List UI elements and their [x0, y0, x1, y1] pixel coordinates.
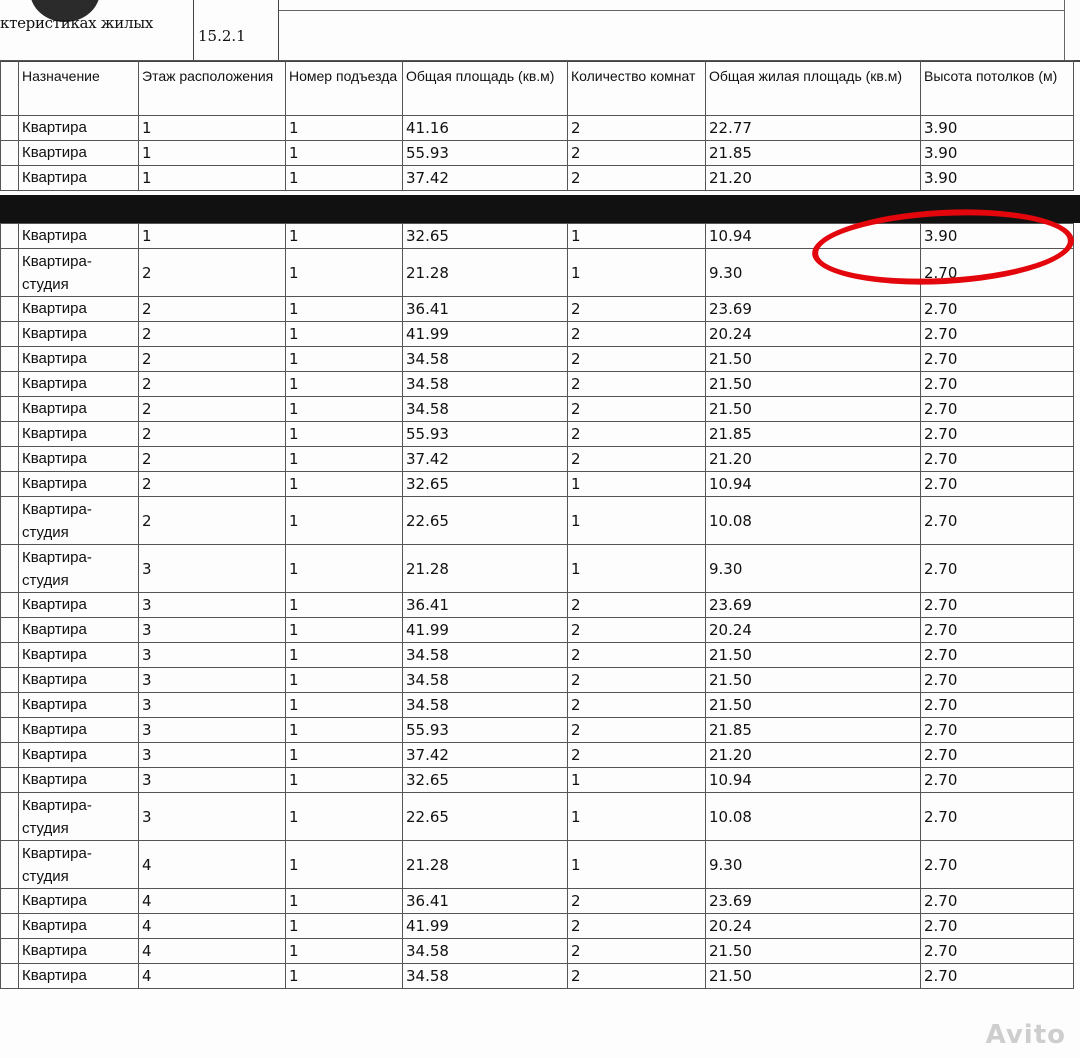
table-cell: 21.50: [706, 347, 921, 372]
table-row: [1, 472, 1074, 497]
table-cell: 1: [286, 472, 403, 497]
table-cell: 1: [286, 841, 403, 889]
table-cell: 1: [568, 472, 706, 497]
table-cell: 36.41: [403, 297, 568, 322]
table-cell: 2: [568, 447, 706, 472]
table-row: [1, 693, 1074, 718]
table-cell: 2.70: [921, 249, 1074, 297]
table-row: [1, 116, 1074, 141]
table-cell: 1: [286, 768, 403, 793]
table-cell: 2.70: [921, 889, 1074, 914]
table-cell: Квартира: [19, 889, 139, 914]
table-cell: 2.70: [921, 718, 1074, 743]
table-row: [1, 618, 1074, 643]
table-cell: 2.70: [921, 322, 1074, 347]
table-cell: 10.08: [706, 793, 921, 841]
table-cell: 4: [139, 939, 286, 964]
table-cell: Квартира: [19, 116, 139, 141]
table-cell: Квартира-студия: [19, 545, 139, 593]
table-cell: 2: [139, 322, 286, 347]
table-cell: Квартира: [19, 718, 139, 743]
table-cell: 1: [568, 768, 706, 793]
table-row: [1, 939, 1074, 964]
table-cell: Квартира-студия: [19, 497, 139, 545]
row-lead-cell: [1, 718, 19, 743]
row-lead-cell: [1, 116, 19, 141]
table-cell: 21.50: [706, 397, 921, 422]
table-cell: Квартира: [19, 618, 139, 643]
table-cell: 2: [568, 718, 706, 743]
table-cell: 3: [139, 643, 286, 668]
table-cell: 2: [568, 693, 706, 718]
table-cell: 2.70: [921, 422, 1074, 447]
row-lead-cell: [1, 372, 19, 397]
table-cell: 4: [139, 964, 286, 989]
table-row: [1, 743, 1074, 768]
table-cell: 1: [286, 422, 403, 447]
table-header-row: [1, 61, 1074, 116]
table-row: [1, 297, 1074, 322]
table-cell: Квартира: [19, 166, 139, 191]
row-lead-cell: [1, 297, 19, 322]
table-cell: 4: [139, 914, 286, 939]
table-row: [1, 841, 1074, 889]
table-cell: 2.70: [921, 743, 1074, 768]
row-lead-cell: [1, 61, 19, 116]
table-cell: 1: [286, 743, 403, 768]
table-cell: 36.41: [403, 889, 568, 914]
table-cell: 3: [139, 718, 286, 743]
table-cell: Квартира: [19, 447, 139, 472]
table-cell: 1: [286, 372, 403, 397]
table-cell: 34.58: [403, 347, 568, 372]
table-row: [1, 768, 1074, 793]
table-cell: 21.85: [706, 718, 921, 743]
row-lead-cell: [1, 768, 19, 793]
table-row: [1, 643, 1074, 668]
table-row: [1, 793, 1074, 841]
table-cell: 37.42: [403, 743, 568, 768]
table-cell: 1: [286, 297, 403, 322]
table-cell: 2.70: [921, 914, 1074, 939]
table-cell: 2.70: [921, 372, 1074, 397]
table-row: [1, 141, 1074, 166]
table-cell: 34.58: [403, 964, 568, 989]
table-cell: 2: [568, 643, 706, 668]
table-cell: 2: [139, 297, 286, 322]
table-cell: 41.16: [403, 116, 568, 141]
table-cell: 21.85: [706, 141, 921, 166]
table-cell: 2: [568, 939, 706, 964]
table-cell: 1: [568, 545, 706, 593]
table-cell: 55.93: [403, 422, 568, 447]
row-lead-cell: [1, 422, 19, 447]
table-cell: 1: [286, 545, 403, 593]
table-cell: Квартира-студия: [19, 249, 139, 297]
table-cell: 3: [139, 693, 286, 718]
table-cell: 23.69: [706, 593, 921, 618]
table-cell: 4: [139, 841, 286, 889]
table-cell: 3: [139, 545, 286, 593]
table-cell: 2.70: [921, 545, 1074, 593]
table-cell: 2: [568, 297, 706, 322]
table-cell: 2: [568, 116, 706, 141]
table-cell: 9.30: [706, 841, 921, 889]
table-cell: 2.70: [921, 793, 1074, 841]
table-cell: 10.94: [706, 224, 921, 249]
table-row: [1, 166, 1074, 191]
table-cell: Квартира: [19, 668, 139, 693]
table-cell: 2.70: [921, 841, 1074, 889]
row-lead-cell: [1, 618, 19, 643]
table-cell: 10.94: [706, 472, 921, 497]
table-cell: 4: [139, 889, 286, 914]
table-cell: 2: [568, 964, 706, 989]
table-cell: 3.90: [921, 166, 1074, 191]
table-cell: 2: [139, 372, 286, 397]
table-cell: 1: [568, 497, 706, 545]
table-cell: 1: [286, 224, 403, 249]
table-cell: 2.70: [921, 964, 1074, 989]
table-cell: 41.99: [403, 618, 568, 643]
table-cell: Квартира-студия: [19, 793, 139, 841]
table-cell: 21.28: [403, 841, 568, 889]
row-lead-cell: [1, 545, 19, 593]
avito-watermark: Avito: [985, 1020, 1066, 1050]
table-cell: 2: [568, 322, 706, 347]
table-row: [1, 914, 1074, 939]
table-cell: 21.50: [706, 643, 921, 668]
table-row: [1, 889, 1074, 914]
document-header-row: [0, 0, 1080, 62]
table-row: [1, 397, 1074, 422]
table-cell: 2.70: [921, 768, 1074, 793]
row-lead-cell: [1, 497, 19, 545]
table-row: [1, 668, 1074, 693]
table-cell: 41.99: [403, 322, 568, 347]
table-cell: 20.24: [706, 618, 921, 643]
column-header: Общая жилая площадь (кв.м): [706, 61, 921, 116]
row-lead-cell: [1, 668, 19, 693]
table-cell: 32.65: [403, 768, 568, 793]
table-cell: 1: [139, 224, 286, 249]
table-cell: 32.65: [403, 472, 568, 497]
table-cell: Квартира: [19, 643, 139, 668]
table-cell: 2: [568, 889, 706, 914]
table-cell: 36.41: [403, 593, 568, 618]
row-lead-cell: [1, 841, 19, 889]
table-cell: 21.85: [706, 422, 921, 447]
table-cell: 34.58: [403, 668, 568, 693]
table-cell: 2: [139, 447, 286, 472]
table-cell: 34.58: [403, 397, 568, 422]
table-cell: 55.93: [403, 141, 568, 166]
row-lead-cell: [1, 964, 19, 989]
table-cell: 2: [568, 668, 706, 693]
table-cell: 2: [568, 397, 706, 422]
column-header: Этаж расположения: [139, 61, 286, 116]
column-header: Высота потолков (м): [921, 61, 1074, 116]
table-cell: Квартира: [19, 297, 139, 322]
column-header: Назначение: [19, 61, 139, 116]
table-cell: 3: [139, 593, 286, 618]
table-cell: 3.90: [921, 141, 1074, 166]
table-cell: 3: [139, 793, 286, 841]
table-cell: 2.70: [921, 643, 1074, 668]
table-cell: 21.28: [403, 545, 568, 593]
table-row: [1, 545, 1074, 593]
table-cell: 2.70: [921, 447, 1074, 472]
table-cell: 21.50: [706, 668, 921, 693]
table-cell: 1: [286, 964, 403, 989]
table-cell: 34.58: [403, 693, 568, 718]
header-empty-cell-upper: [279, 0, 1065, 10]
table-cell: 1: [286, 141, 403, 166]
table-cell: Квартира-студия: [19, 841, 139, 889]
table-cell: 1: [286, 693, 403, 718]
row-lead-cell: [1, 793, 19, 841]
table-cell: Квартира: [19, 422, 139, 447]
header-empty-cell: [279, 10, 1065, 60]
table-cell: 3.90: [921, 224, 1074, 249]
table-cell: 55.93: [403, 718, 568, 743]
table-cell: 1: [286, 166, 403, 191]
table-cell: 2.70: [921, 297, 1074, 322]
table-cell: Квартира: [19, 768, 139, 793]
table-cell: Квартира: [19, 914, 139, 939]
table-cell: 1: [139, 141, 286, 166]
table-cell: 2.70: [921, 397, 1074, 422]
table-cell: 2: [139, 472, 286, 497]
row-lead-cell: [1, 166, 19, 191]
table-cell: Квартира: [19, 593, 139, 618]
section-code: 15.2.1: [193, 0, 279, 60]
table-cell: 1: [568, 224, 706, 249]
table-row: [1, 372, 1074, 397]
row-lead-cell: [1, 347, 19, 372]
table-cell: 34.58: [403, 372, 568, 397]
table-cell: 9.30: [706, 545, 921, 593]
table-cell: 37.42: [403, 447, 568, 472]
table-cell: 1: [286, 249, 403, 297]
row-lead-cell: [1, 224, 19, 249]
column-header: Количество комнат: [568, 61, 706, 116]
table-cell: 2: [139, 347, 286, 372]
table-cell: Квартира: [19, 322, 139, 347]
table-cell: Квартира: [19, 397, 139, 422]
table-cell: 22.77: [706, 116, 921, 141]
table-row: [1, 497, 1074, 545]
table-cell: 2.70: [921, 693, 1074, 718]
table-cell: 20.24: [706, 322, 921, 347]
table-cell: 3: [139, 618, 286, 643]
table-cell: 2.70: [921, 347, 1074, 372]
table-cell: 2.70: [921, 497, 1074, 545]
row-lead-cell: [1, 914, 19, 939]
table-row: [1, 422, 1074, 447]
table-cell: 2.70: [921, 668, 1074, 693]
table-cell: 2: [139, 249, 286, 297]
table-cell: 2: [568, 618, 706, 643]
table-cell: 2: [568, 914, 706, 939]
table-cell: 1: [286, 116, 403, 141]
table-cell: 1: [286, 397, 403, 422]
row-lead-cell: [1, 322, 19, 347]
table-cell: 2: [568, 166, 706, 191]
table-row: [1, 322, 1074, 347]
table-cell: Квартира: [19, 472, 139, 497]
table-cell: 2: [139, 497, 286, 545]
table-cell: 21.50: [706, 939, 921, 964]
table-cell: Квартира: [19, 939, 139, 964]
table-cell: Квартира: [19, 224, 139, 249]
table-cell: Квартира: [19, 141, 139, 166]
row-lead-cell: [1, 593, 19, 618]
row-lead-cell: [1, 643, 19, 668]
table-cell: 1: [139, 116, 286, 141]
table-row: [1, 447, 1074, 472]
row-lead-cell: [1, 141, 19, 166]
column-header: Номер подъезда: [286, 61, 403, 116]
table-cell: 2.70: [921, 618, 1074, 643]
table-cell: 2.70: [921, 939, 1074, 964]
table-cell: 9.30: [706, 249, 921, 297]
table-cell: 3: [139, 668, 286, 693]
table-cell: 21.50: [706, 964, 921, 989]
table-cell: Квартира: [19, 964, 139, 989]
table-cell: 1: [568, 841, 706, 889]
row-lead-cell: [1, 472, 19, 497]
table-row: [1, 718, 1074, 743]
table-cell: 1: [286, 718, 403, 743]
table-cell: 21.28: [403, 249, 568, 297]
table-cell: 1: [568, 249, 706, 297]
table-cell: 37.42: [403, 166, 568, 191]
table-row: [1, 347, 1074, 372]
row-lead-cell: [1, 889, 19, 914]
table-cell: 21.50: [706, 693, 921, 718]
table-cell: 2: [568, 422, 706, 447]
row-lead-cell: [1, 249, 19, 297]
table-cell: 34.58: [403, 643, 568, 668]
table-row: [1, 593, 1074, 618]
table-cell: 1: [286, 793, 403, 841]
table-cell: Квартира: [19, 693, 139, 718]
table-cell: 1: [568, 793, 706, 841]
table-cell: 10.08: [706, 497, 921, 545]
table-cell: 2.70: [921, 472, 1074, 497]
table-cell: 34.58: [403, 939, 568, 964]
table-cell: 2: [568, 347, 706, 372]
table-cell: 3: [139, 768, 286, 793]
table-cell: 1: [286, 618, 403, 643]
table-cell: 23.69: [706, 297, 921, 322]
table-cell: 1: [286, 347, 403, 372]
table-row: [1, 964, 1074, 989]
table-cell: 10.94: [706, 768, 921, 793]
table-cell: 22.65: [403, 793, 568, 841]
table-cell: 21.20: [706, 447, 921, 472]
table-cell: 2: [568, 593, 706, 618]
table-cell: 1: [286, 322, 403, 347]
table-cell: 1: [139, 166, 286, 191]
table-cell: 1: [286, 914, 403, 939]
table-cell: 21.50: [706, 372, 921, 397]
row-lead-cell: [1, 397, 19, 422]
table-cell: 1: [286, 447, 403, 472]
table-cell: 3.90: [921, 116, 1074, 141]
row-lead-cell: [1, 447, 19, 472]
table-cell: 22.65: [403, 497, 568, 545]
table-cell: 2: [139, 397, 286, 422]
table-cell: 1: [286, 497, 403, 545]
table-cell: Квартира: [19, 372, 139, 397]
table-cell: 2: [139, 422, 286, 447]
table-cell: 1: [286, 593, 403, 618]
table-cell: 20.24: [706, 914, 921, 939]
row-lead-cell: [1, 693, 19, 718]
header-label: ктеристиках жилых: [0, 14, 154, 32]
table-cell: 23.69: [706, 889, 921, 914]
table-cell: 2: [568, 372, 706, 397]
table-cell: Квартира: [19, 347, 139, 372]
row-lead-cell: [1, 743, 19, 768]
table-cell: Квартира: [19, 743, 139, 768]
table-cell: 1: [286, 889, 403, 914]
table-cell: 32.65: [403, 224, 568, 249]
table-cell: 1: [286, 643, 403, 668]
table-cell: 21.20: [706, 166, 921, 191]
table-cell: 3: [139, 743, 286, 768]
table-cell: 2.70: [921, 593, 1074, 618]
row-lead-cell: [1, 939, 19, 964]
table-cell: 41.99: [403, 914, 568, 939]
table-cell: 2: [568, 743, 706, 768]
table-cell: 1: [286, 939, 403, 964]
table-cell: 2: [568, 141, 706, 166]
column-header: Общая площадь (кв.м): [403, 61, 568, 116]
table-cell: 21.20: [706, 743, 921, 768]
table-cell: 1: [286, 668, 403, 693]
